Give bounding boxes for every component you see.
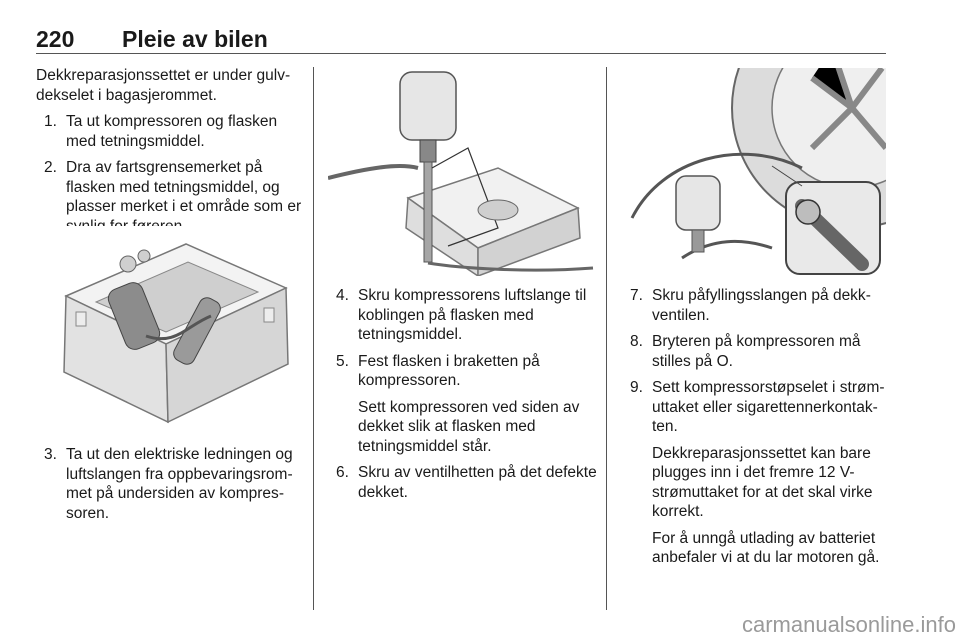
page-title: Pleie av bilen [122,26,268,52]
step-9-note-1: Dekkreparasjonssettet kan bare plugges inn i det fremre 12 V-strømuttaket for at det skal virke korrekt. [652,444,873,520]
step-text: Fest flasken i braketten på kompressoren. [358,352,540,389]
step-text: Dra av fartsgrensemerket på flasken med tetningsmiddel, og plasser merket i et område som er [66,159,302,215]
column-divider-1 [313,67,314,610]
step-1 [36,112,304,151]
step-3 [36,445,304,523]
column-divider-2 [606,67,607,610]
column-1-top [36,66,304,236]
step-text: Sett kompressorstøpselet i strømuttaket eller sigarettennerkontakten. [652,379,885,435]
compressor-box-illustration [36,226,298,434]
step-9-note-2: For å unngå utlading av batteriet anbefaler vi at du lar motoren gå. [652,529,880,566]
step-5-note: Sett kompressoren ved siden av dekket slik at flasken med tetningsmiddel står. [358,398,580,455]
page-number: 220 [36,26,75,52]
step-text: Ta ut kompressoren og flasken med tetningsmiddel. [66,113,278,150]
step-text: Skru kompressorens luftslange til koblingen på flasken med tetningsmiddel. [358,287,587,343]
intro-paragraph: Dekkreparasjonssettet er under gulvdekselet i bagasjerommet. [36,67,291,104]
tyre-valve-illustration [622,68,886,276]
column-1-bottom [36,438,304,523]
header-divider [36,53,886,54]
watermark-text: carmanualsonline.info [741,612,956,637]
bottle-hose-illustration [328,68,598,276]
step-6 [328,463,600,502]
column-2-text [328,286,600,502]
column-3-text [622,286,894,568]
step-number: 8. [630,333,643,350]
step-5 [328,352,600,391]
step-8 [622,332,894,371]
step-number: 4. [336,287,349,304]
step-text: Ta ut den elektriske ledningen og luftslangen fra oppbevaringsrommet på undersiden av kompressoren. [66,446,293,522]
step-text: Skru av ventilhetten på det defekte dekket. [358,464,597,501]
step-number: 6. [336,464,349,481]
step-9 [622,378,894,437]
step-number: 9. [630,379,643,396]
step-4 [328,286,600,345]
step-number: 3. [44,446,57,463]
step-number: 1. [44,113,57,130]
step-text: Bryteren på kompressoren må stilles på O. [652,333,861,370]
page-header [36,26,886,52]
step-text: Skru påfyllingsslangen på dekkventilen. [652,287,871,324]
step-7 [622,286,894,325]
step-2 [36,158,304,236]
step-number: 5. [336,352,349,370]
step-number: 2. [44,159,57,176]
step-number: 7. [630,287,643,304]
